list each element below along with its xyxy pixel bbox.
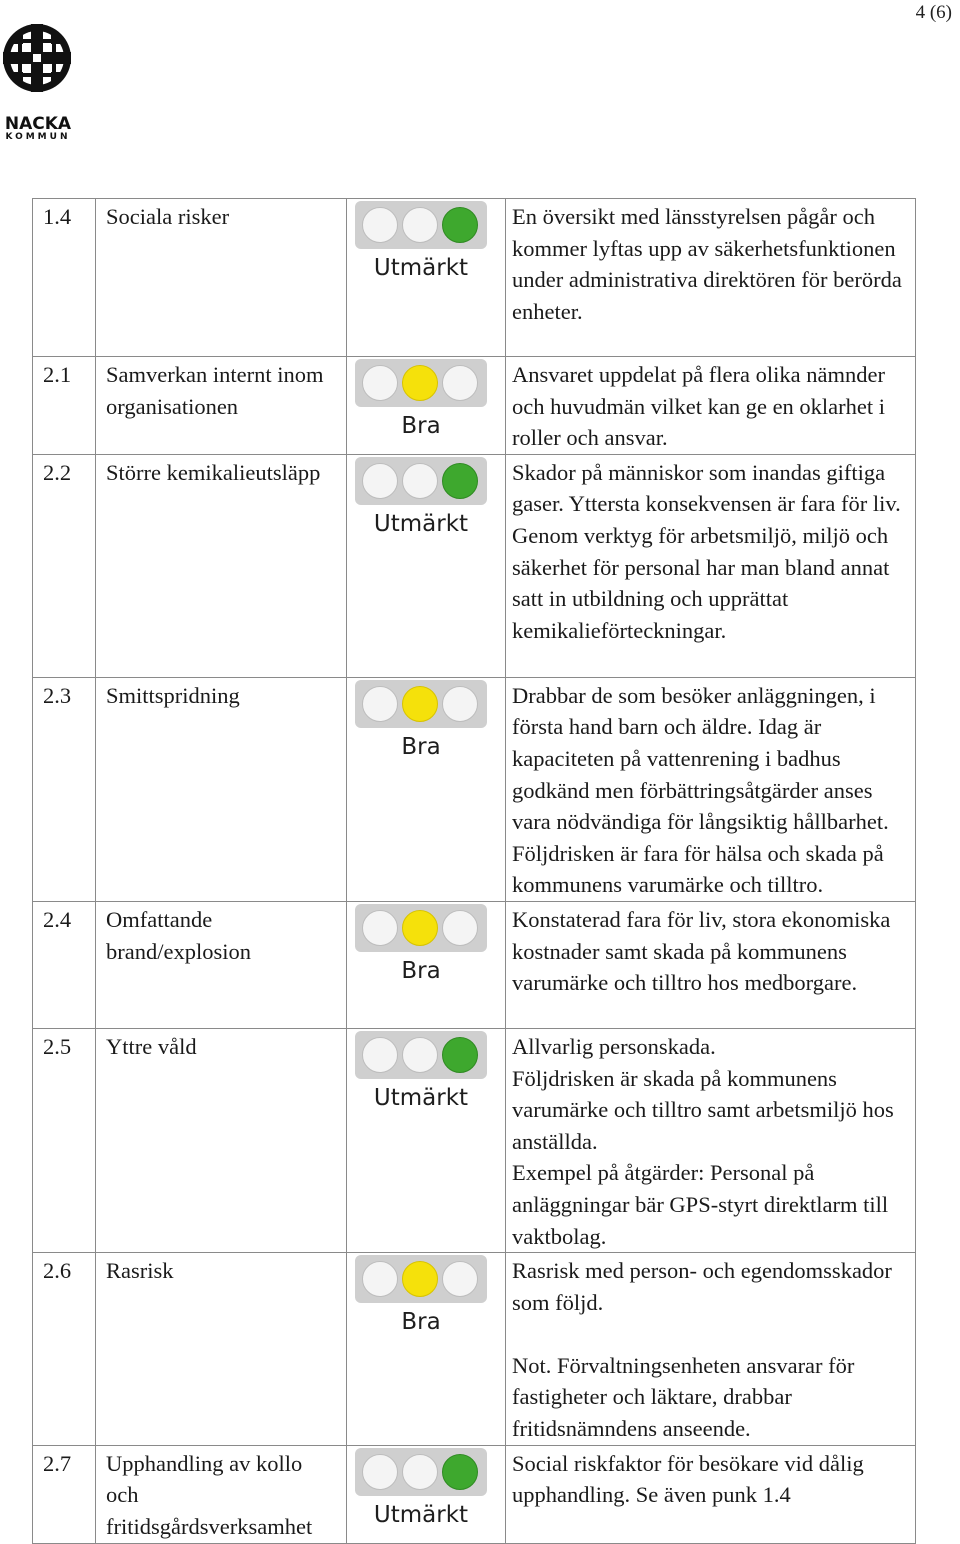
risk-id: 2.6 [33,1253,96,1446]
traffic-light-icon [355,1448,487,1534]
risk-description [506,357,916,455]
signal-dot [442,1454,478,1490]
risk-description [506,901,916,1028]
table-row [33,1028,916,1252]
table-row [33,1445,916,1543]
risk-signal-cell [347,677,506,901]
signal-dot [402,463,438,499]
signal-dot [402,686,438,722]
rating-label: Utmärkt [373,255,469,281]
description-paragraph: Allvarlig personskada. [512,1033,716,1059]
description-paragraph: Genom verktyg för arbetsmiljö, miljö och säkerhet för personal har man bland annat satt in utbildning och upprättat kemikalieförteckningar. [512,522,890,643]
rating-label: Bra [401,1309,441,1336]
risk-id: 2.3 [33,677,96,901]
risk-id: 2.1 [33,357,96,455]
risk-name: Upphandling av kollo och fritidsgårdsverksamhet [96,1445,347,1543]
risk-id: 2.7 [33,1445,96,1543]
signal-dot [442,207,478,243]
signal-dot [402,207,438,243]
traffic-light-icon [355,359,487,445]
rating-label: Bra [401,957,441,984]
risk-description [506,454,916,677]
risk-id: 1.4 [33,199,96,357]
risk-name: Sociala risker [96,199,347,357]
description-paragraph: Följdrisken är skada på kommunens varumärke och tilltro samt arbetsmiljö hos anställda. [512,1065,894,1154]
risk-signal-cell [347,1445,506,1543]
traffic-light-bar [355,680,487,728]
table-row [33,1253,916,1446]
risk-name: Smittspridning [96,677,347,901]
description-paragraph: Konstaterad fara för liv, stora ekonomiska kostnader samt skada på kommunens varumärke och tilltro hos medborgare. [512,906,891,996]
risk-name: Yttre våld [96,1028,347,1252]
risk-description [506,199,916,357]
signal-dot [402,1037,438,1073]
risk-name: Omfattande brand/explosion [96,901,347,1028]
traffic-light-bar [355,359,487,407]
risk-table [32,198,916,1544]
logo-wordmark: NACKA [4,114,72,134]
signal-dot [362,463,398,499]
rating-label: Utmärkt [373,1501,469,1528]
risk-id: 2.5 [33,1028,96,1252]
signal-dot [362,207,398,243]
traffic-light-bar [355,1255,487,1303]
signal-dot [362,1454,398,1490]
signal-dot [402,1261,438,1297]
risk-signal-cell [347,1028,506,1252]
rating-label: Bra [401,733,441,760]
risk-description [506,1445,916,1543]
rating-label: Bra [401,413,441,439]
risk-signal-cell [347,901,506,1028]
signal-dot [442,463,478,499]
risk-name: Samverkan internt inom organisationen [96,357,347,455]
description-paragraph: Ansvaret uppdelat på flera olika nämnder och huvudmän vilket kan ge en oklarhet i roller och ansvar. [512,362,886,451]
signal-dot [362,365,398,401]
page-number: 4 (6) [915,2,952,23]
description-paragraph: Rasrisk med person- och egendomsskador som följd. [512,1258,892,1315]
signal-dot [402,365,438,401]
risk-name: Större kemikalieutsläpp [96,454,347,677]
signal-dot [442,1261,478,1297]
risk-name: Rasrisk [96,1253,347,1446]
signal-dot [442,1037,478,1073]
table-row [33,454,916,677]
signal-dot [442,686,478,722]
description-paragraph [512,1318,907,1350]
traffic-light-icon [355,201,487,287]
description-paragraph: Skador på människor som inandas giftiga gaser. Yttersta konsekvensen är fara för liv. [512,459,901,517]
table-row [33,199,916,357]
risk-signal-cell [347,1253,506,1446]
signal-dot [442,910,478,946]
description-paragraph: Social riskfaktor för besökare vid dålig upphandling. Se även punk 1.4 [512,1450,864,1508]
traffic-light-icon [355,680,487,766]
traffic-light-bar [355,1448,487,1496]
traffic-light-icon [355,457,487,543]
signal-dot [442,365,478,401]
description-paragraph: Not. Förvaltningsenheten ansvarar för fastigheter och läktare, drabbar fritidsnämndens anseende. [512,1352,855,1442]
traffic-light-bar [355,1031,487,1079]
signal-dot [402,1454,438,1490]
signal-dot [362,1037,398,1073]
risk-description [506,1253,916,1446]
table-row [33,357,916,455]
traffic-light-icon [355,1031,487,1117]
table-row [33,677,916,901]
traffic-light-bar [355,904,487,952]
rating-label: Utmärkt [373,1084,469,1111]
rating-label: Utmärkt [373,510,469,537]
table-row [33,901,916,1028]
signal-dot [362,1261,398,1297]
nacka-logo [0,18,80,142]
traffic-light-bar [355,201,487,249]
logo-subtitle: KOMMUN [5,132,71,142]
signal-dot [362,686,398,722]
risk-signal-cell [347,454,506,677]
traffic-light-icon [355,1255,487,1341]
risk-description [506,1028,916,1252]
risk-signal-cell [347,357,506,455]
nacka-emblem-icon [0,18,76,98]
signal-dot [362,910,398,946]
description-paragraph: Drabbar de som besöker anläggningen, i första hand barn och äldre. Idag är kapaciteten på vattenrening i badhus godkänd men förbättringsåtgärder anses vara nödvändiga för långsiktig hållbarhet. Följdrisken är fara för hälsa och skada på kommunens varumärke och tilltro. [512,682,889,898]
traffic-light-bar [355,457,487,505]
risk-signal-cell [347,199,506,357]
signal-dot [402,910,438,946]
description-paragraph: Exempel på åtgärder: Personal på anläggningar bär GPS-styrt direktlarm till vaktbolag. [512,1160,889,1249]
description-paragraph: En översikt med länsstyrelsen pågår och kommer lyftas upp av säkerhetsfunktionen under administrativa direktören för berörda enheter. [512,204,902,324]
risk-id: 2.2 [33,454,96,677]
traffic-light-icon [355,904,487,990]
risk-description [506,677,916,901]
risk-id: 2.4 [33,901,96,1028]
